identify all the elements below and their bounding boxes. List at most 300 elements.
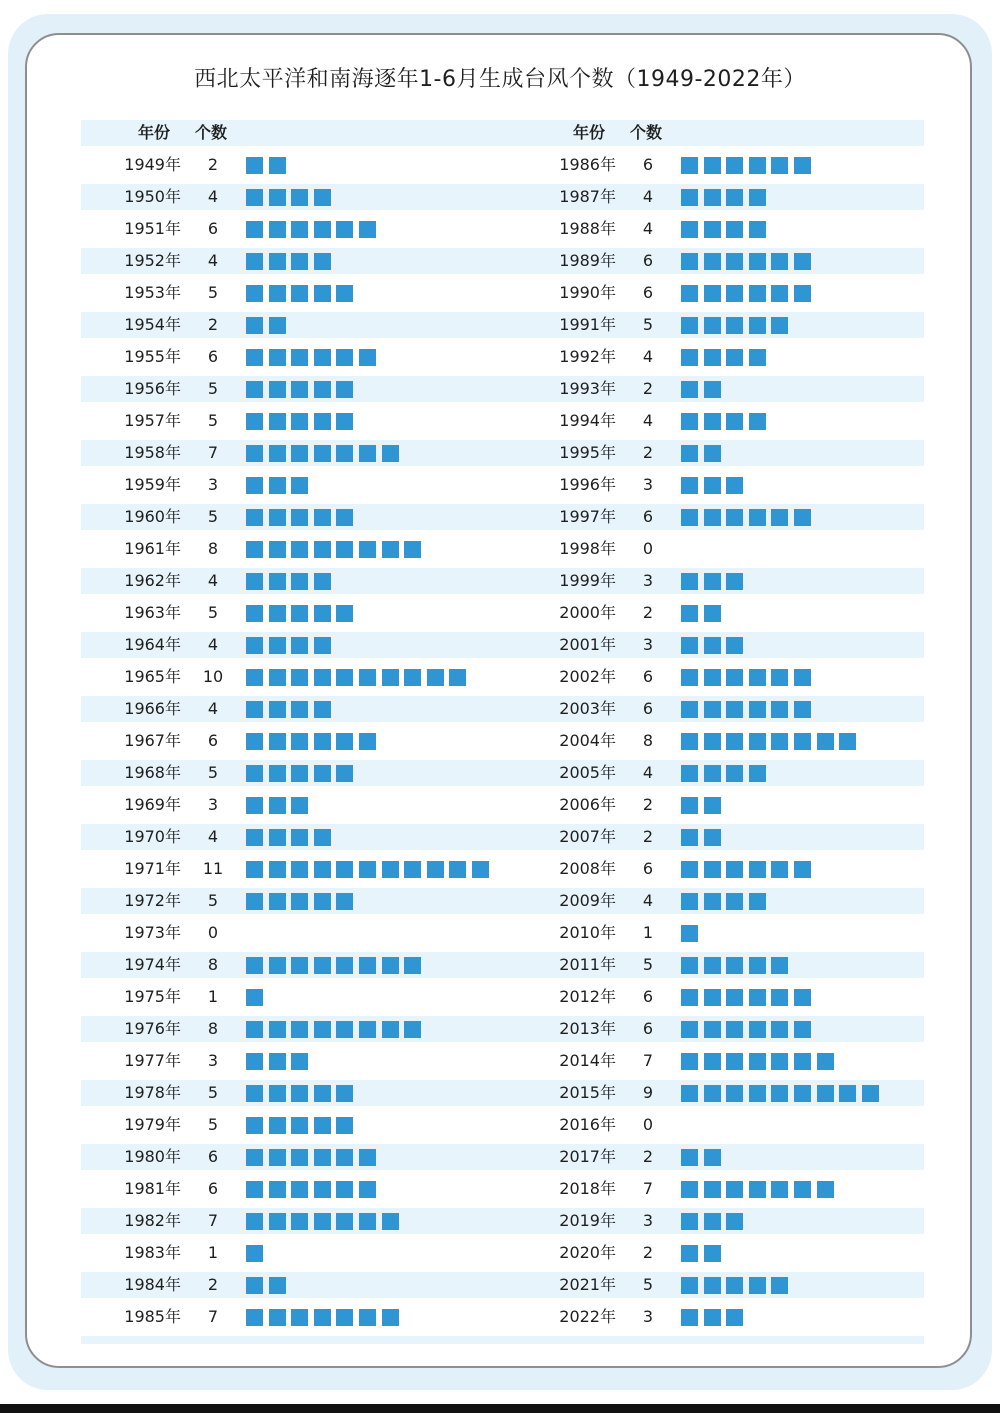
count-value: 0 — [642, 1115, 654, 1134]
typhoon-square — [726, 317, 743, 334]
typhoon-square — [314, 669, 331, 686]
typhoon-square — [246, 317, 263, 334]
typhoon-square — [382, 1309, 399, 1326]
typhoon-square — [246, 829, 263, 846]
typhoon-square — [246, 701, 263, 718]
year-label: 2009年 — [559, 891, 616, 910]
year-label: 1951年 — [124, 219, 181, 238]
typhoon-square — [269, 701, 286, 718]
year-label: 1958年 — [124, 443, 181, 462]
typhoon-square — [681, 701, 698, 718]
typhoon-square — [291, 669, 308, 686]
year-label: 1998年 — [559, 539, 616, 558]
typhoon-square — [726, 957, 743, 974]
count-value: 1 — [207, 1243, 219, 1262]
typhoon-square — [794, 989, 811, 1006]
year-label: 1971年 — [124, 859, 181, 878]
year-label: 1986年 — [559, 155, 616, 174]
count-value: 7 — [207, 1211, 219, 1230]
typhoon-square — [794, 253, 811, 270]
year-label: 2007年 — [559, 827, 616, 846]
year-label: 1999年 — [559, 571, 616, 590]
typhoon-square — [817, 1181, 834, 1198]
typhoon-square — [704, 829, 721, 846]
typhoon-square — [681, 1245, 698, 1262]
typhoon-square — [291, 509, 308, 526]
year-label: 1966年 — [124, 699, 181, 718]
typhoon-square — [726, 765, 743, 782]
typhoon-square — [726, 1277, 743, 1294]
count-value: 1 — [207, 987, 219, 1006]
count-value: 7 — [207, 443, 219, 462]
year-label: 2016年 — [559, 1115, 616, 1134]
year-label: 2006年 — [559, 795, 616, 814]
count-value: 4 — [207, 187, 219, 206]
typhoon-square — [382, 1213, 399, 1230]
typhoon-square — [749, 509, 766, 526]
count-value: 6 — [207, 1179, 219, 1198]
year-label: 1979年 — [124, 1115, 181, 1134]
typhoon-square — [336, 541, 353, 558]
count-value: 0 — [207, 923, 219, 942]
count-value: 6 — [642, 283, 654, 302]
typhoon-square — [749, 221, 766, 238]
typhoon-square — [269, 1149, 286, 1166]
year-label: 1994年 — [559, 411, 616, 430]
typhoon-square — [314, 1117, 331, 1134]
count-value: 6 — [207, 219, 219, 238]
typhoon-square — [269, 669, 286, 686]
typhoon-square — [314, 1309, 331, 1326]
header-count-right: 个数 — [629, 123, 662, 142]
typhoon-square — [681, 765, 698, 782]
count-value: 2 — [207, 315, 219, 334]
typhoon-square — [314, 413, 331, 430]
typhoon-square — [246, 989, 263, 1006]
typhoon-square — [336, 1213, 353, 1230]
typhoon-square — [704, 349, 721, 366]
typhoon-square — [359, 1309, 376, 1326]
typhoon-square — [246, 541, 263, 558]
typhoon-square — [472, 861, 489, 878]
typhoon-square — [336, 1085, 353, 1102]
typhoon-square — [749, 1181, 766, 1198]
typhoon-square — [291, 1085, 308, 1102]
year-label: 1991年 — [559, 315, 616, 334]
year-label: 2001年 — [559, 635, 616, 654]
typhoon-square — [704, 573, 721, 590]
typhoon-square — [794, 157, 811, 174]
typhoon-square — [681, 285, 698, 302]
typhoon-square — [726, 157, 743, 174]
typhoon-square — [269, 285, 286, 302]
count-value: 7 — [642, 1179, 654, 1198]
year-label: 1988年 — [559, 219, 616, 238]
typhoon-square — [314, 861, 331, 878]
count-value: 5 — [207, 507, 219, 526]
typhoon-square — [336, 509, 353, 526]
count-value: 5 — [642, 1275, 654, 1294]
year-label: 2011年 — [559, 955, 616, 974]
typhoon-square — [269, 765, 286, 782]
typhoon-square — [359, 669, 376, 686]
typhoon-square — [246, 1117, 263, 1134]
typhoon-square — [314, 541, 331, 558]
typhoon-square — [726, 1213, 743, 1230]
typhoon-square — [749, 189, 766, 206]
typhoon-square — [314, 733, 331, 750]
typhoon-square — [726, 509, 743, 526]
count-value: 5 — [642, 955, 654, 974]
typhoon-square — [314, 1021, 331, 1038]
typhoon-square — [704, 765, 721, 782]
typhoon-square — [726, 253, 743, 270]
typhoon-square — [749, 701, 766, 718]
typhoon-square — [336, 957, 353, 974]
typhoon-square — [681, 861, 698, 878]
typhoon-square — [336, 221, 353, 238]
typhoon-square — [726, 1309, 743, 1326]
count-value: 3 — [642, 1307, 654, 1326]
year-label: 1984年 — [124, 1275, 181, 1294]
typhoon-square — [794, 733, 811, 750]
typhoon-square — [291, 1149, 308, 1166]
typhoon-square — [704, 477, 721, 494]
typhoon-square — [704, 189, 721, 206]
year-label: 1956年 — [124, 379, 181, 398]
typhoon-square — [704, 989, 721, 1006]
typhoon-square — [704, 1053, 721, 1070]
year-label: 1952年 — [124, 251, 181, 270]
year-label: 1969年 — [124, 795, 181, 814]
typhoon-square — [314, 893, 331, 910]
typhoon-square — [291, 701, 308, 718]
typhoon-square — [269, 509, 286, 526]
typhoon-square — [382, 669, 399, 686]
typhoon-square — [314, 253, 331, 270]
year-label: 2018年 — [559, 1179, 616, 1198]
count-value: 8 — [207, 539, 219, 558]
typhoon-square — [404, 1021, 421, 1038]
typhoon-square — [336, 381, 353, 398]
typhoon-square — [404, 669, 421, 686]
typhoon-square — [771, 669, 788, 686]
count-value: 1 — [642, 923, 654, 942]
year-label: 2008年 — [559, 859, 616, 878]
typhoon-square — [359, 861, 376, 878]
typhoon-square — [749, 765, 766, 782]
typhoon-square — [269, 253, 286, 270]
typhoon-square — [704, 1309, 721, 1326]
year-label: 1987年 — [559, 187, 616, 206]
typhoon-square — [749, 413, 766, 430]
typhoon-square — [336, 1021, 353, 1038]
typhoon-square — [314, 765, 331, 782]
typhoon-square — [269, 349, 286, 366]
typhoon-square — [382, 861, 399, 878]
typhoon-square — [681, 189, 698, 206]
typhoon-square — [269, 1277, 286, 1294]
year-label: 2002年 — [559, 667, 616, 686]
typhoon-square — [704, 157, 721, 174]
typhoon-square — [336, 1181, 353, 1198]
typhoon-square — [359, 221, 376, 238]
typhoon-square — [314, 829, 331, 846]
typhoon-square — [794, 701, 811, 718]
typhoon-square — [291, 861, 308, 878]
typhoon-square — [704, 317, 721, 334]
year-label: 1985年 — [124, 1307, 181, 1326]
count-value: 2 — [207, 155, 219, 174]
typhoon-square — [681, 573, 698, 590]
typhoon-square — [291, 605, 308, 622]
typhoon-square — [681, 349, 698, 366]
year-label: 1973年 — [124, 923, 181, 942]
typhoon-square — [449, 861, 466, 878]
year-label: 1968年 — [124, 763, 181, 782]
typhoon-square — [704, 733, 721, 750]
year-label: 2004年 — [559, 731, 616, 750]
year-label: 1996年 — [559, 475, 616, 494]
typhoon-square — [681, 317, 698, 334]
typhoon-square — [246, 1149, 263, 1166]
typhoon-square — [246, 573, 263, 590]
typhoon-square — [246, 349, 263, 366]
count-value: 5 — [207, 411, 219, 430]
typhoon-square — [246, 1181, 263, 1198]
typhoon-square — [771, 1053, 788, 1070]
typhoon-square — [681, 1085, 698, 1102]
year-label: 1953年 — [124, 283, 181, 302]
count-value: 6 — [642, 1019, 654, 1038]
typhoon-square — [314, 1149, 331, 1166]
typhoon-square — [359, 1181, 376, 1198]
count-value: 3 — [642, 571, 654, 590]
typhoon-square — [314, 509, 331, 526]
typhoon-square — [269, 829, 286, 846]
typhoon-square — [359, 1149, 376, 1166]
typhoon-square — [269, 221, 286, 238]
typhoon-square — [681, 989, 698, 1006]
typhoon-square — [794, 509, 811, 526]
typhoon-square — [449, 669, 466, 686]
typhoon-square — [291, 1181, 308, 1198]
count-value: 3 — [642, 475, 654, 494]
count-value: 7 — [207, 1307, 219, 1326]
typhoon-square — [771, 157, 788, 174]
count-value: 5 — [207, 891, 219, 910]
typhoon-square — [359, 445, 376, 462]
typhoon-square — [749, 861, 766, 878]
typhoon-square — [269, 1309, 286, 1326]
count-value: 2 — [642, 443, 654, 462]
typhoon-square — [359, 349, 376, 366]
typhoon-square — [269, 573, 286, 590]
typhoon-square — [382, 1021, 399, 1038]
typhoon-square — [246, 765, 263, 782]
typhoon-square — [749, 669, 766, 686]
typhoon-square — [771, 989, 788, 1006]
count-value: 4 — [207, 699, 219, 718]
year-label: 2014年 — [559, 1051, 616, 1070]
year-label: 1978年 — [124, 1083, 181, 1102]
count-value: 3 — [642, 1211, 654, 1230]
typhoon-square — [269, 1053, 286, 1070]
typhoon-square — [382, 957, 399, 974]
bottom-edge-bar — [0, 1404, 1000, 1413]
typhoon-square — [336, 1309, 353, 1326]
typhoon-square — [726, 893, 743, 910]
typhoon-square — [246, 637, 263, 654]
typhoon-square — [681, 669, 698, 686]
typhoon-square — [681, 829, 698, 846]
year-label: 1957年 — [124, 411, 181, 430]
count-value: 6 — [642, 251, 654, 270]
typhoon-square — [246, 669, 263, 686]
year-label: 2010年 — [559, 923, 616, 942]
typhoon-square — [726, 669, 743, 686]
typhoon-square — [726, 477, 743, 494]
typhoon-square — [749, 1277, 766, 1294]
typhoon-square — [726, 189, 743, 206]
count-value: 2 — [642, 1243, 654, 1262]
typhoon-square — [359, 1021, 376, 1038]
typhoon-square — [269, 477, 286, 494]
year-label: 1993年 — [559, 379, 616, 398]
typhoon-square — [269, 1181, 286, 1198]
count-value: 4 — [642, 763, 654, 782]
typhoon-square — [839, 733, 856, 750]
typhoon-square — [291, 285, 308, 302]
typhoon-square — [269, 733, 286, 750]
typhoon-square — [314, 221, 331, 238]
typhoon-square — [704, 701, 721, 718]
typhoon-square — [336, 349, 353, 366]
typhoon-square — [269, 637, 286, 654]
typhoon-square — [246, 477, 263, 494]
typhoon-square — [704, 861, 721, 878]
typhoon-square — [726, 1181, 743, 1198]
typhoon-square — [336, 445, 353, 462]
typhoon-square — [291, 957, 308, 974]
typhoon-square — [681, 1181, 698, 1198]
year-label: 1982年 — [124, 1211, 181, 1230]
typhoon-square — [794, 669, 811, 686]
typhoon-square — [246, 253, 263, 270]
typhoon-square — [726, 701, 743, 718]
typhoon-square — [246, 509, 263, 526]
typhoon-square — [291, 1053, 308, 1070]
typhoon-square — [359, 957, 376, 974]
typhoon-square — [794, 1181, 811, 1198]
typhoon-square — [681, 1021, 698, 1038]
typhoon-square — [704, 1085, 721, 1102]
typhoon-square — [681, 925, 698, 942]
typhoon-square — [771, 317, 788, 334]
count-value: 4 — [207, 251, 219, 270]
typhoon-square — [771, 1021, 788, 1038]
typhoon-square — [291, 381, 308, 398]
typhoon-square — [681, 413, 698, 430]
count-value: 2 — [642, 827, 654, 846]
count-value: 8 — [207, 1019, 219, 1038]
typhoon-square — [681, 157, 698, 174]
typhoon-square — [382, 541, 399, 558]
typhoon-square — [427, 861, 444, 878]
typhoon-square — [704, 413, 721, 430]
table-header-row — [81, 120, 924, 146]
typhoon-square — [246, 189, 263, 206]
typhoon-square — [794, 861, 811, 878]
count-value: 6 — [642, 987, 654, 1006]
typhoon-square — [726, 1021, 743, 1038]
typhoon-square — [291, 349, 308, 366]
typhoon-square — [336, 669, 353, 686]
typhoon-square — [382, 445, 399, 462]
count-value: 6 — [207, 347, 219, 366]
typhoon-square — [817, 1053, 834, 1070]
typhoon-square — [771, 509, 788, 526]
typhoon-square — [817, 733, 834, 750]
year-label: 1960年 — [124, 507, 181, 526]
typhoon-square — [246, 1053, 263, 1070]
typhoon-square — [269, 1117, 286, 1134]
year-label: 2013年 — [559, 1019, 616, 1038]
typhoon-square — [269, 1213, 286, 1230]
count-value: 4 — [642, 219, 654, 238]
typhoon-square — [681, 1213, 698, 1230]
year-label: 1989年 — [559, 251, 616, 270]
count-value: 8 — [207, 955, 219, 974]
count-value: 3 — [207, 475, 219, 494]
typhoon-square — [404, 957, 421, 974]
count-value: 3 — [207, 795, 219, 814]
year-label: 2017年 — [559, 1147, 616, 1166]
count-value: 4 — [207, 827, 219, 846]
typhoon-square — [726, 349, 743, 366]
year-label: 2019年 — [559, 1211, 616, 1230]
typhoon-square — [359, 733, 376, 750]
typhoon-square — [314, 285, 331, 302]
typhoon-square — [704, 1213, 721, 1230]
typhoon-square — [269, 797, 286, 814]
count-value: 5 — [207, 1083, 219, 1102]
typhoon-square — [291, 413, 308, 430]
typhoon-square — [314, 701, 331, 718]
typhoon-square — [704, 669, 721, 686]
count-value: 10 — [202, 667, 224, 686]
typhoon-square — [291, 1117, 308, 1134]
header-year-left: 年份 — [137, 123, 170, 142]
year-label: 1964年 — [124, 635, 181, 654]
typhoon-square — [269, 541, 286, 558]
year-label: 1995年 — [559, 443, 616, 462]
typhoon-square — [291, 1213, 308, 1230]
typhoon-square — [704, 509, 721, 526]
typhoon-square — [749, 253, 766, 270]
typhoon-square — [291, 189, 308, 206]
typhoon-square — [336, 861, 353, 878]
typhoon-square — [291, 1309, 308, 1326]
typhoon-square — [862, 1085, 879, 1102]
typhoon-square — [771, 733, 788, 750]
typhoon-square — [771, 1181, 788, 1198]
typhoon-square — [314, 189, 331, 206]
typhoon-square — [749, 285, 766, 302]
typhoon-square — [726, 1085, 743, 1102]
typhoon-square — [314, 381, 331, 398]
typhoon-square — [269, 893, 286, 910]
